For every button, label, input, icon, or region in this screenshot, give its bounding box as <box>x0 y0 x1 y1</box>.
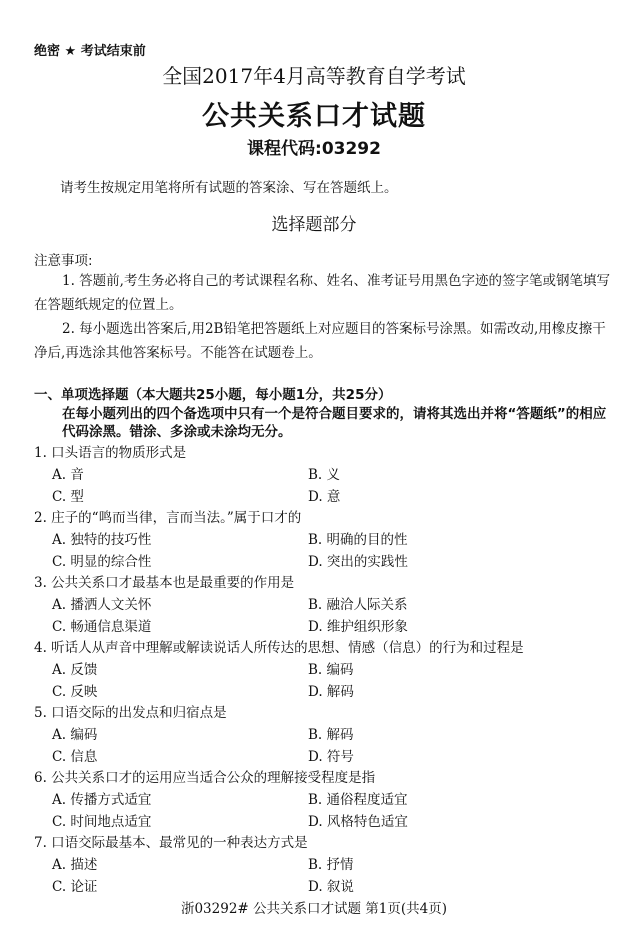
option-c: C. 时间地点适宜 <box>52 814 152 830</box>
option-d: D. 叙说 <box>308 879 354 895</box>
question-stem: 7. 口语交际最基本、最常见的一种表达方式是 <box>34 835 308 851</box>
option-c: C. 型 <box>52 489 84 505</box>
option-b: B. 通俗程度适宜 <box>308 792 408 808</box>
option-a: A. 独特的技巧性 <box>52 532 152 548</box>
exam-title: 全国2017年4月高等教育自学考试 <box>162 64 466 88</box>
option-a: A. 描述 <box>52 857 98 873</box>
question-stem: 6. 公共关系口才的运用应当适合公众的理解接受程度是指 <box>34 770 376 786</box>
option-c: C. 信息 <box>52 749 98 765</box>
paper-title: 公共关系口才试题 <box>202 101 426 132</box>
option-b: B. 解码 <box>308 727 354 743</box>
option-d: D. 维护组织形象 <box>308 619 408 635</box>
option-c: C. 论证 <box>52 879 98 895</box>
question-stem: 1. 口头语言的物质形式是 <box>34 445 187 461</box>
option-d: D. 解码 <box>308 684 354 700</box>
option-a: A. 编码 <box>52 727 98 743</box>
section-description: 在每小题列出的四个备选项中只有一个是符合题目要求的，请将其选出并将“答题纸”的相应代码涂黑。错涂、多涂或未涂均无分。 <box>62 406 607 440</box>
note-item-2: 2. 每小题选出答案后,用2B铅笔把答题纸上对应题目的答案标号涂黑。如需改动,用橡皮擦干净后,再选涂其他答案标号。不能答在试题卷上。 <box>34 321 606 361</box>
notes-title: 注意事项: <box>34 253 93 269</box>
question-stem: 5. 口语交际的出发点和归宿点是 <box>34 705 227 721</box>
option-c: C. 明显的综合性 <box>52 554 152 570</box>
option-d: D. 符号 <box>308 749 354 765</box>
question-stem: 2. 庄子的“鸣而当律，言而当法。”属于口才的 <box>34 510 302 526</box>
secret-label: 绝密 ★ 考试结束前 <box>34 44 146 59</box>
option-b: B. 融洽人际关系 <box>308 597 408 613</box>
instruction-text: 请考生按规定用笔将所有试题的答案涂、写在答题纸上。 <box>60 180 398 196</box>
question-stem: 4. 听话人从声音中理解或解读说话人所传达的思想、情感（信息）的行为和过程是 <box>34 640 524 656</box>
option-d: D. 意 <box>308 489 341 505</box>
option-b: B. 明确的目的性 <box>308 532 408 548</box>
part-title: 选择题部分 <box>271 215 357 235</box>
option-b: B. 义 <box>308 467 341 483</box>
option-b: B. 编码 <box>308 662 354 678</box>
question-stem: 3. 公共关系口才最基本也是最重要的作用是 <box>34 575 295 591</box>
course-code: 课程代码:03292 <box>247 139 381 159</box>
option-a: A. 传播方式适宜 <box>52 792 152 808</box>
option-c: C. 畅通信息渠道 <box>52 619 152 635</box>
option-d: D. 突出的实践性 <box>308 554 408 570</box>
option-a: A. 反馈 <box>52 662 98 678</box>
option-b: B. 抒情 <box>308 857 354 873</box>
option-c: C. 反映 <box>52 684 98 700</box>
option-a: A. 音 <box>52 467 84 483</box>
note-item-1: 1. 答题前,考生务必将自己的考试课程名称、姓名、准考证号用黑色字迹的签字笔或钢笔填写在答题纸规定的位置上。 <box>34 273 610 313</box>
option-d: D. 风格特色适宜 <box>308 814 408 830</box>
option-a: A. 播洒人文关怀 <box>52 597 152 613</box>
page-footer: 浙03292# 公共关系口才试题 第1页(共4页) <box>180 901 448 917</box>
section-heading: 一、单项选择题（本大题共25小题，每小题1分，共25分） <box>34 387 392 403</box>
